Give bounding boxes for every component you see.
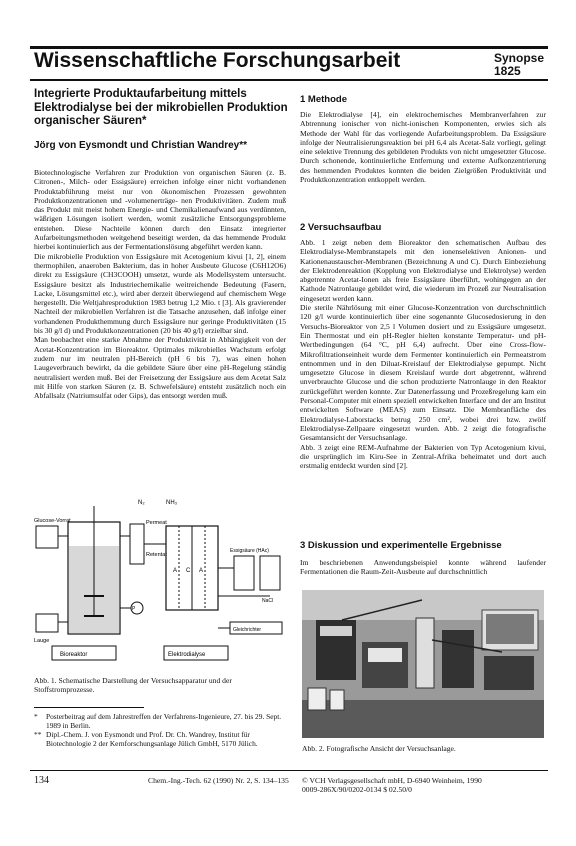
figure1-caption: Abb. 1. Schematische Darstellung der Versuchsapparatur und der Stoffstromprozesse. bbox=[34, 676, 232, 695]
journal-citation: Chem.-Ing.-Tech. 62 (1990) Nr. 2, S. 134–135 bbox=[148, 776, 289, 785]
acid-vessel bbox=[234, 556, 254, 590]
label-electrodialysis: Elektrodialyse bbox=[168, 652, 206, 658]
label-rectifier: Gleichrichter bbox=[233, 627, 262, 633]
footnote-mark: ** bbox=[34, 730, 42, 739]
intro-paragraph: Die mikrobielle Produktion von Essigsäure mit Acetogenium kivui [1, 2], einem thermophilen, anaeroben Bakterium, das in hoher Ausbeute Glucose (C6H12O6) direkt zu Essigsäure (CH3COOH) umsetzt, wurde als Modellsystem untersucht. Essigsäure besitzt als Industriechemikalie weitreichende Bedeutung (Fasern, Lacke, Lösungsmittel etc.), wird aber derzeit überwiegend auf chemischem Wege hergestellt. Die Weltjahresproduktion 1983 betrug 1,2 Mio. t [3]. Als gravierender Nachteil der mikrobiellen Verfahren ist die Tatsache anzusehen, daß infolge einer vorhandenen Produkthemmung durch Essigsäure nur geringe Produktivitäten (15 bis 30 g/l d) und Produktkonzentrationen (20 bis 40 g/l) erzielbar sind. bbox=[34, 251, 286, 336]
photo-bottle bbox=[308, 688, 326, 710]
footnotes bbox=[34, 712, 286, 748]
glucose-bottle bbox=[36, 526, 58, 548]
publisher-info bbox=[302, 776, 548, 794]
section1-text: Die Elektrodialyse [4], ein elektrochemisches Membranverfahren zur Abtrennung ionischer von nicht-ionischen Komponenten, erwies sich als Methode der Wahl für das vorliegende Aufarbeitungsproblem. Da Essigsäure infolge der Neutralisierungsreaktion bei pH 6,4 als Acetat-Salz vorliegt, gelingt eine selektive Trennung des gebildeten Produkts von nicht umgesetzter Glucose. Durch schonende, kontinuierliche Entfernung und externe Aufkonzentrierung des hemmenden Produktes konnten die beiden Zielgrößen Produktivität und Produktkonzentration entkoppelt werden. bbox=[300, 110, 546, 185]
membrane-label: A bbox=[173, 568, 178, 574]
section2-paragraph: Abb. 1 zeigt neben dem Bioreaktor den schematischen Aufbau des Elektrodialyse-Membranstapels mit den ionenselektiven Anionen- und Kationenaustauscher-Membranen (Bezeichnung A und C). Durch Einbeziehung der Elektrodenreaktion (Kopplung von Elektrodialyse und Elektrolyse) werden abgetrennte Acetat-Ionen als freie Essigsäure überführt, wohingegen an der Kathode Natronlauge gebildet wird, die wiederum im Prozeß zur Neutralisation eingesetzt werden kann. bbox=[300, 238, 546, 303]
base-bottle bbox=[36, 614, 58, 632]
figure2-photo bbox=[302, 590, 544, 738]
label-retentat: Retentat bbox=[146, 552, 167, 558]
section3-text: Im beschriebenen Anwendungsbeispiel konnte während laufender Fermentationen die Raum-Zeit-Ausbeute auf durchschnittlich bbox=[300, 558, 546, 577]
label-bioreactor: Bioreaktor bbox=[60, 652, 88, 658]
photo-display bbox=[320, 626, 352, 636]
membrane-label: C bbox=[186, 568, 191, 574]
synopse-word: Synopse bbox=[494, 51, 545, 65]
footnote-text: Dipl.-Chem. J. von Eysmondt und Prof. Dr. Ch. Wandrey, Institut für Biotechnologie 2 der Kernforschungsanlage Jülich GmbH, 5170 Jülich. bbox=[46, 730, 258, 748]
label-nh3: NH₃ bbox=[166, 500, 178, 506]
section1-heading: 1 Methode bbox=[300, 94, 347, 105]
section2-paragraph: Abb. 3 zeigt eine REM-Aufnahme der Bakterien von Typ Acetogenium kivui, die ursprünglich im Kiru-See in Zentral-Afrika beheimatet und dort auch erstmalig entdeckt wurden sind [2]. bbox=[300, 442, 546, 471]
footnote-text: Posterbeitrag auf dem Jahrestreffen der Verfahrens-Ingenieure, 27. bis 29. Sept. 1989 in Berlin. bbox=[46, 712, 282, 730]
footer-rule bbox=[30, 770, 548, 771]
footnote-mark: * bbox=[34, 712, 38, 721]
journal-section-title: Wissenschaftliche Forschungsarbeit bbox=[34, 49, 401, 72]
figure2-caption: Abb. 2. Fotografische Ansicht der Versuchsanlage. bbox=[302, 744, 456, 753]
label-permeat: Permeat bbox=[146, 520, 167, 526]
issn-line: 0009-286X/90/0202-0134 $ 02.50/0 bbox=[302, 785, 412, 794]
section2-text bbox=[300, 238, 546, 470]
publisher-line: © VCH Verlagsgesellschaft mbH, D-6940 Weinheim, 1990 bbox=[302, 776, 482, 785]
filter-unit bbox=[130, 524, 144, 564]
label-glucose: Glucose-Vorrat bbox=[34, 518, 71, 524]
photo-bottle bbox=[330, 690, 344, 710]
salt-vessel bbox=[260, 556, 280, 590]
photo-column bbox=[416, 618, 434, 688]
photo-screen bbox=[368, 648, 402, 662]
intro-paragraph: Man beobachtet eine starke Abnahme der Produktivität in Abhängigkeit von der Acetat-Konzentration im Bioreaktor. Optimales mikrobielles Wachstum erfolgt zudem nur im neutralen pH-Bereich (pH 6 bis 7), was einen hohen Laugeverbrauch bewirkt, da die gebildete Säure über eine pH-Regelung ständig neutralisiert werden muß. Bei der Freisetzung der Essigsäure aus dem Acetat Salz mit Hilfe von starken Säuren (z. B. Schwefelsäure) entsteht zusätzlich noch ein Abfallsalz (Natriumsulfat oder Gips), das entsorgt werden muß. bbox=[34, 335, 286, 401]
label-n2: N₂ bbox=[138, 500, 145, 506]
photo-stack bbox=[442, 630, 474, 688]
section2-paragraph: Die sterile Nährlösung mit einer Glucose-Konzentration von durchschnittlich 120 g/l wurde kontinuierlich über eine sogenannte Glucosedosierung in den Versuchs-Bioreaktor von 2,5 l Volumen dosiert und zu Essigsäure umgesetzt. Ein Thermostat und ein pH-Regler hielten konstante Temperatur- und pH-Wertbedingungen (64 °C, pH 6,4) aufrecht. Über eine Cross-flow-Mikrofiltrationseinheit wurde dem Fermenter kontinuierlich ein Permeatstrom entnommen und in den Diluat-Kreislauf der Elektrodialyse gepumpt. Nicht umgesetzte Glucose in diesem Kreislauf wurde dort abgetrennt, während unverbrauchte Glucose und die schon produzierte Natronlauge in den Reaktor zurückgeführt werden konnte. Zur Datenerfassung und Prozeßregelung kam ein Personal-Computer mit einem speziell entwickelten Interface und der am Institut entwickelten Software (MEAS) zum Einsatz. Die Membranfläche des Elektrodialyse-Laborstacks betrug 250 cm², wobei drei bzw. zwölf Elektrodialyse-Zellpaare eingesetzt wurden. Abb. 2 zeigt die fotografische Gesamtansicht der Versuchsanlage. bbox=[300, 303, 546, 443]
intro-paragraph: Biotechnologische Verfahren zur Produktion von organischen Säuren (z. B. Citronen-, Milch- oder Essigsäure) erreichen infolge einer nicht vorhandenen Produktabführung meist nur von ökonomischen Prozessen gewohnten Produktkonzentrationen und -volumenerträge- nen Produktivitäten. Zudem muß das Produkt mit meist hohem Energie- und Chemikalienaufwand aus verdünnten, wäßrigen Lösungen isoliert werden, womit zusätzliche Entsorgungsprobleme entstehen. Diese Nachteile können durch den Einsatz integrierter Aufarbeitungsmethoden weitgehend beseitigt werden, da das hemmende Produkt hierbei kontinuierlich aus der Fermentationslösung abgeführt werden kann. bbox=[34, 168, 286, 252]
label-pump: P bbox=[132, 606, 136, 612]
footnote-1 bbox=[34, 712, 286, 730]
article-title: Integrierte Produktaufarbeitung mittels Elektrodialyse bei der mikrobiellen Produktion organischer Säuren* bbox=[34, 88, 288, 127]
label-base: Lauge bbox=[34, 638, 50, 644]
label-nacl: NaCl bbox=[262, 598, 274, 604]
photo-monitor-screen bbox=[486, 614, 534, 644]
footnote-2 bbox=[34, 730, 286, 748]
section3-heading: 3 Diskussion und experimentelle Ergebnisse bbox=[300, 540, 502, 551]
section2-heading: 2 Versuchsaufbau bbox=[300, 222, 382, 233]
photo-controller bbox=[484, 656, 534, 690]
membrane-label: A bbox=[199, 568, 204, 574]
synopse-number: 1825 bbox=[494, 64, 521, 78]
synopse-label bbox=[494, 52, 544, 78]
label-acid: Essigsäure (HAc) bbox=[230, 548, 269, 554]
footnote-rule bbox=[34, 707, 144, 708]
intro-text bbox=[34, 168, 286, 400]
article-authors: Jörg von Eysmondt und Christian Wandrey** bbox=[34, 140, 247, 151]
page-number: 134 bbox=[34, 775, 49, 786]
figure1-schematic bbox=[34, 496, 286, 668]
